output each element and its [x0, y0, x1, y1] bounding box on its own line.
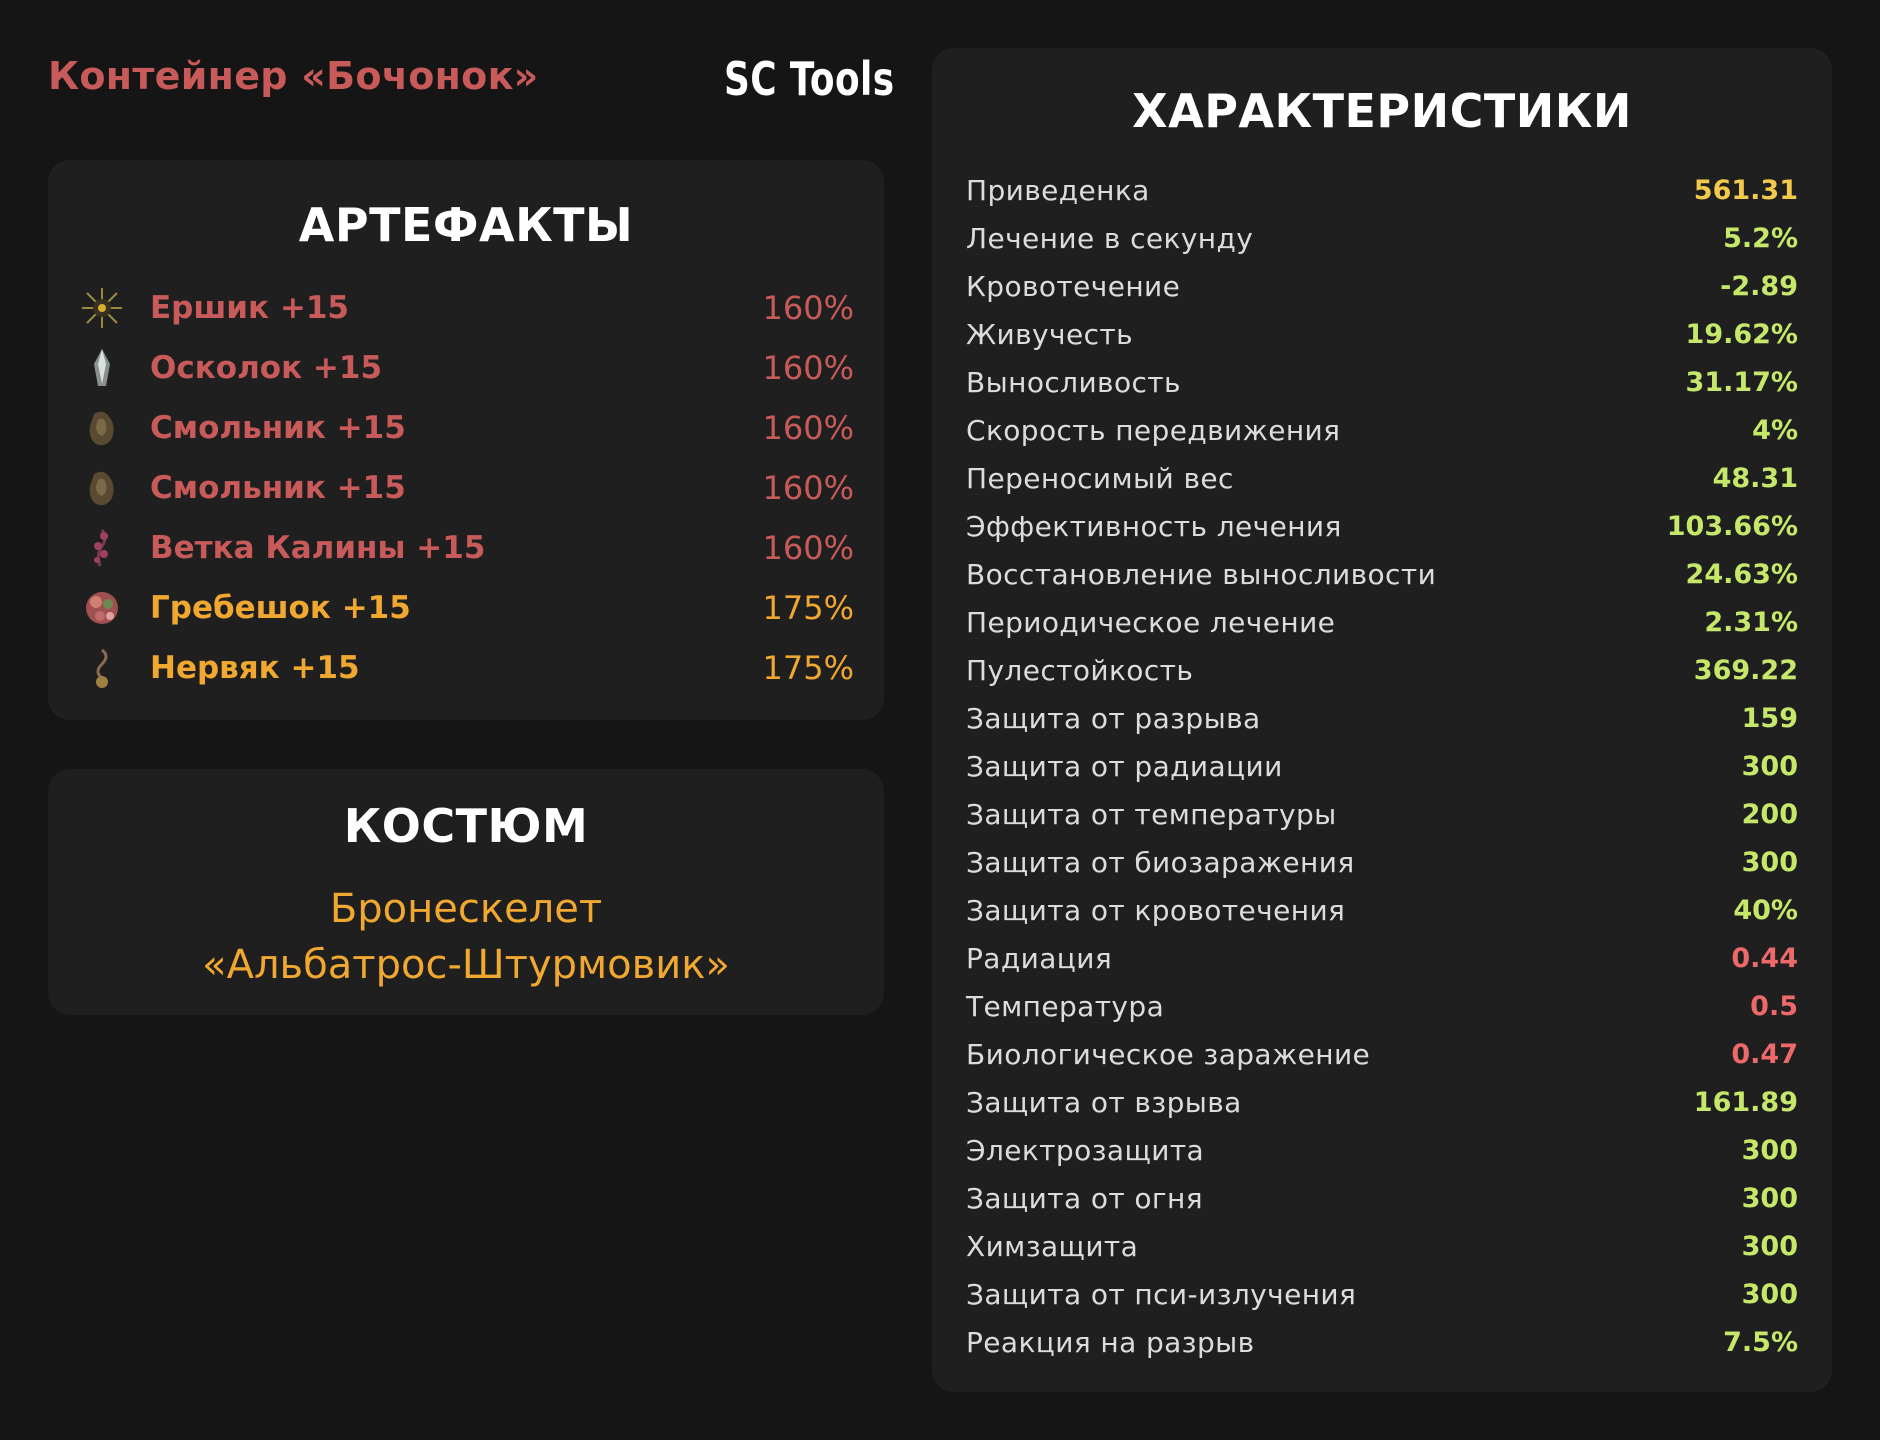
- stat-value: 5.2%: [1723, 222, 1798, 254]
- artifacts-panel: [48, 160, 884, 720]
- stat-label: Химзащита: [966, 1229, 1139, 1263]
- stat-value: 159: [1741, 702, 1798, 734]
- artifact-name: Смольник +15: [150, 410, 406, 446]
- stat-value: 48.31: [1712, 462, 1798, 494]
- stat-label: Температура: [966, 989, 1165, 1023]
- stat-row: [966, 1126, 1798, 1174]
- stat-row: [966, 742, 1798, 790]
- stat-row: [966, 598, 1798, 646]
- stat-value: 300: [1741, 750, 1798, 782]
- spiky-ball-icon: [78, 284, 126, 332]
- stat-label: Пулестойкость: [966, 653, 1194, 687]
- stat-value: 24.63%: [1685, 558, 1798, 590]
- artifact-row[interactable]: [78, 518, 854, 578]
- stat-row: [966, 790, 1798, 838]
- stat-row: [966, 262, 1798, 310]
- suit-panel: [48, 769, 884, 1015]
- artifact-row[interactable]: [78, 398, 854, 458]
- stat-value: 0.5: [1750, 990, 1798, 1022]
- container-title: Контейнер «Бочонок»: [48, 54, 539, 98]
- stat-row: [966, 982, 1798, 1030]
- suit-name: [48, 881, 884, 993]
- stat-value: 369.22: [1693, 654, 1798, 686]
- stat-label: Защита от взрыва: [966, 1085, 1242, 1119]
- stat-row: [966, 886, 1798, 934]
- stat-label: Защита от температуры: [966, 797, 1337, 831]
- stat-value: 300: [1741, 1230, 1798, 1262]
- stat-row: [966, 214, 1798, 262]
- stat-label: Радиация: [966, 941, 1113, 975]
- stat-row: [966, 454, 1798, 502]
- stat-row: [966, 358, 1798, 406]
- stat-value: 161.89: [1693, 1086, 1798, 1118]
- stat-label: Защита от кровотечения: [966, 893, 1346, 927]
- artifact-row[interactable]: [78, 638, 854, 698]
- stats-panel: [932, 48, 1832, 1392]
- artifact-name: Смольник +15: [150, 470, 406, 506]
- stats-title: ХАРАКТЕРИСТИКИ: [1132, 84, 1632, 138]
- tendril-icon: [78, 644, 126, 692]
- stat-row: [966, 502, 1798, 550]
- stat-value: 300: [1741, 1278, 1798, 1310]
- stat-value: 200: [1741, 798, 1798, 830]
- stat-row: [966, 838, 1798, 886]
- stat-row: [966, 1030, 1798, 1078]
- stat-label: Живучесть: [966, 317, 1134, 351]
- artifact-row[interactable]: [78, 578, 854, 638]
- stat-label: Лечение в секунду: [966, 221, 1254, 255]
- stat-row: [966, 406, 1798, 454]
- artifact-row[interactable]: [78, 278, 854, 338]
- berry-branch-icon: [78, 524, 126, 572]
- suit-name-line1: Бронескелет: [329, 886, 603, 932]
- stat-label: Скорость передвижения: [966, 413, 1341, 447]
- stat-value: 31.17%: [1685, 366, 1798, 398]
- stat-label: Защита от биозаражения: [966, 845, 1355, 879]
- artifact-name: Ершик +15: [150, 290, 349, 326]
- artifact-percent: 160%: [762, 409, 854, 447]
- artifact-percent: 175%: [762, 649, 854, 687]
- stat-value: 0.44: [1731, 942, 1798, 974]
- stat-row: [966, 166, 1798, 214]
- stat-value: 300: [1741, 1182, 1798, 1214]
- stat-label: Эффективность лечения: [966, 509, 1342, 543]
- stat-label: Периодическое лечение: [966, 605, 1336, 639]
- artifact-row[interactable]: [78, 338, 854, 398]
- stat-value: 0.47: [1731, 1038, 1798, 1070]
- stat-value: 300: [1741, 846, 1798, 878]
- artifact-row[interactable]: [78, 458, 854, 518]
- stat-value: 561.31: [1693, 174, 1798, 206]
- artifact-name: Осколок +15: [150, 350, 383, 386]
- artifact-percent: 160%: [762, 529, 854, 567]
- stat-label: Выносливость: [966, 365, 1181, 399]
- sc-tools-logo: SC Tools: [724, 52, 895, 106]
- artifact-percent: 160%: [762, 349, 854, 387]
- stat-row: [966, 1078, 1798, 1126]
- suit-title: КОСТЮМ: [343, 799, 589, 853]
- stat-value: 40%: [1733, 894, 1798, 926]
- artifact-percent: 160%: [762, 469, 854, 507]
- stat-row: [966, 1174, 1798, 1222]
- artifact-percent: 175%: [762, 589, 854, 627]
- crystal-shard-icon: [78, 344, 126, 392]
- artifact-name: Ветка Калины +15: [150, 530, 486, 566]
- artifact-list: [78, 278, 854, 698]
- stat-row: [966, 550, 1798, 598]
- stat-label: Защита от разрыва: [966, 701, 1261, 735]
- suit-name-line2: «Альбатрос-Штурмовик»: [202, 942, 730, 988]
- coral-icon: [78, 584, 126, 632]
- stat-label: Кровотечение: [966, 269, 1181, 303]
- stat-value: 7.5%: [1723, 1326, 1798, 1358]
- stat-value: 103.66%: [1666, 510, 1798, 542]
- stat-label: Защита от пси-излучения: [966, 1277, 1357, 1311]
- rock-icon: [78, 404, 126, 452]
- stat-label: Реакция на разрыв: [966, 1325, 1255, 1359]
- stat-value: 4%: [1752, 414, 1798, 446]
- stat-label: Переносимый вес: [966, 461, 1234, 495]
- artifact-percent: 160%: [762, 289, 854, 327]
- stat-label: Защита от огня: [966, 1181, 1203, 1215]
- stat-row: [966, 310, 1798, 358]
- stat-label: Защита от радиации: [966, 749, 1283, 783]
- stat-value: 19.62%: [1685, 318, 1798, 350]
- stat-label: Восстановление выносливости: [966, 557, 1437, 591]
- stat-row: [966, 694, 1798, 742]
- artifact-name: Гребешок +15: [150, 590, 411, 626]
- stat-row: [966, 1270, 1798, 1318]
- stat-row: [966, 646, 1798, 694]
- stat-label: Приведенка: [966, 173, 1150, 207]
- stat-value: -2.89: [1720, 270, 1798, 302]
- artifacts-title: АРТЕФАКТЫ: [298, 198, 634, 252]
- stat-value: 2.31%: [1704, 606, 1798, 638]
- stat-list: [966, 166, 1798, 1366]
- rock-icon: [78, 464, 126, 512]
- stat-row: [966, 1318, 1798, 1366]
- stat-value: 300: [1741, 1134, 1798, 1166]
- stat-row: [966, 1222, 1798, 1270]
- artifact-name: Нервяк +15: [150, 650, 360, 686]
- stat-label: Электрозащита: [966, 1133, 1205, 1167]
- stat-label: Биологическое заражение: [966, 1037, 1371, 1071]
- stat-row: [966, 934, 1798, 982]
